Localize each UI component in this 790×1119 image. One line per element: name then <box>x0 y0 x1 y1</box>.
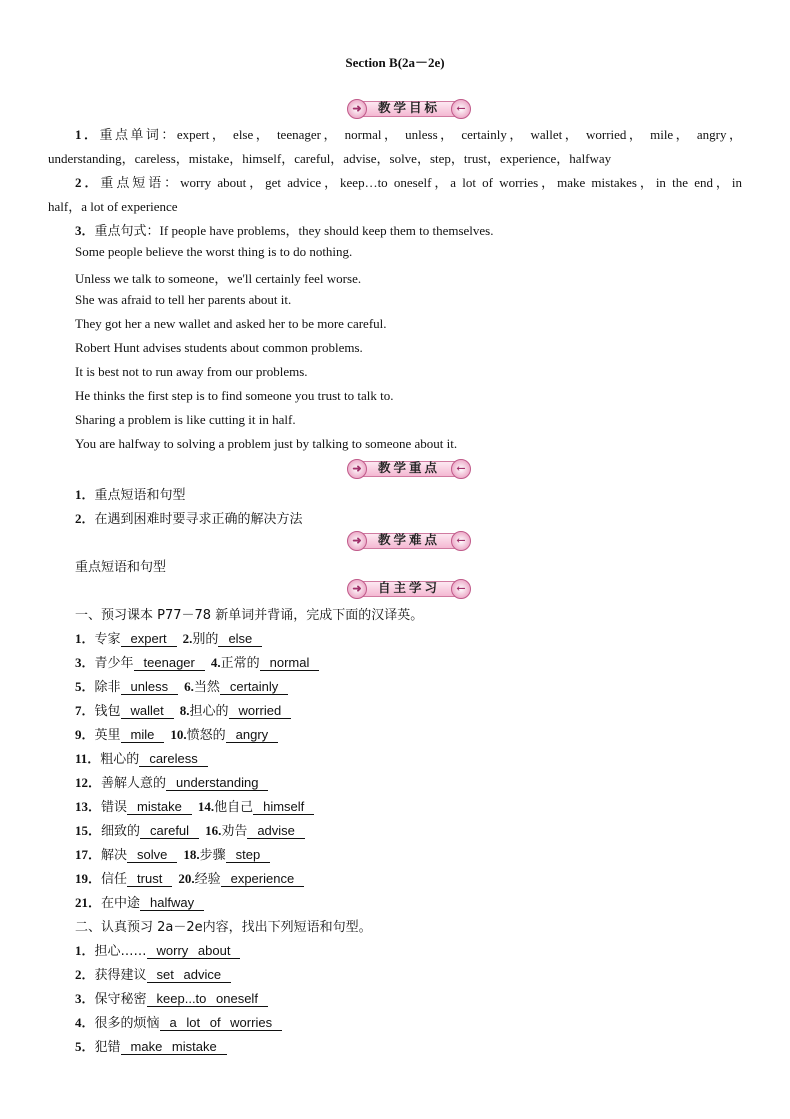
item-text: 在遇到困难时要寻求正确的解决方法 <box>94 512 303 527</box>
item-text: 重点短语和句型 <box>94 488 186 503</box>
key-point-item <box>75 508 303 527</box>
item-label: 重点单词： <box>99 128 177 143</box>
chinese-prompt: 错误 <box>101 800 128 815</box>
arrow-left-icon: ← <box>451 459 471 479</box>
chinese-prompt: 愤怒的 <box>186 728 226 743</box>
section-banner-objectives <box>347 99 471 117</box>
arrow-left-icon: ← <box>451 531 471 551</box>
item-number: 5． <box>75 679 95 694</box>
answer-blank: angry <box>226 727 279 743</box>
chinese-prompt: 善解人意的 <box>101 776 167 791</box>
chinese-prompt: 解决 <box>101 848 128 863</box>
item-number: 15． <box>75 823 102 838</box>
answer-blank: keep...to oneself <box>147 991 268 1007</box>
item-number: 3． <box>75 991 95 1006</box>
chinese-prompt: 经验 <box>194 872 221 887</box>
banner-label: 教学难点 <box>377 532 440 547</box>
item-number: 11． <box>75 751 101 766</box>
answer-blank: experience <box>221 871 305 887</box>
answer-blank: worry about <box>147 943 241 959</box>
chinese-prompt: 青少年 <box>94 656 134 671</box>
key-sentence: She was afraid to tell her parents about it. <box>75 292 292 307</box>
key-sentence: They got her a new wallet and asked her to be more careful. <box>75 316 387 331</box>
phrase-row <box>75 1012 282 1031</box>
item-number: 3． <box>75 655 95 670</box>
chinese-prompt: 信任 <box>101 872 128 887</box>
item-number: 8. <box>179 703 190 718</box>
answer-blank: understanding <box>166 775 268 791</box>
vocab-row <box>75 652 319 671</box>
answer-blank: normal <box>260 655 320 671</box>
item-number: 1． <box>75 487 95 502</box>
objective-3-line-1 <box>75 220 493 239</box>
section-banner-self-study <box>347 579 471 597</box>
item-number: 17． <box>75 847 102 862</box>
item-number: 16. <box>205 823 222 838</box>
chinese-prompt: 获得建议 <box>94 968 147 983</box>
key-sentence: Sharing a problem is like cutting it in half. <box>75 412 296 427</box>
arrow-right-icon: ➜ <box>347 531 367 551</box>
answer-blank: a lot of worries <box>160 1015 283 1031</box>
item-number: 10. <box>170 727 187 742</box>
part-2-heading: 二、认真预习 2a－2e内容，找出下列短语和句型。 <box>75 920 372 935</box>
item-number: 14. <box>197 799 215 814</box>
chinese-prompt: 担心的 <box>189 704 229 719</box>
answer-blank: expert <box>121 631 177 647</box>
answer-blank: mistake <box>127 799 192 815</box>
phrase-row <box>75 964 231 983</box>
vocab-row <box>75 844 270 863</box>
item-number: 9． <box>75 727 95 742</box>
chinese-prompt: 除非 <box>94 680 121 695</box>
item-number: 13． <box>75 799 102 814</box>
item-number: 2． <box>75 175 101 190</box>
phrase-row <box>75 940 240 959</box>
banner-label: 自主学习 <box>377 580 440 595</box>
chinese-prompt: 犯错 <box>94 1040 121 1055</box>
section-banner-key-points <box>347 459 471 477</box>
item-number: 2. <box>182 631 193 646</box>
key-sentence: Robert Hunt advises students about common problems. <box>75 340 363 355</box>
item-number: 12． <box>75 775 102 790</box>
item-number: 4. <box>210 655 221 670</box>
phrase-row <box>75 988 268 1007</box>
item-number: 2． <box>75 967 95 982</box>
answer-blank: else <box>218 631 262 647</box>
vocab-row <box>75 772 268 791</box>
chinese-prompt: 在中途 <box>101 896 141 911</box>
arrow-right-icon: ➜ <box>347 99 367 119</box>
item-text: If people have problems，they should keep them to themselves. <box>159 223 494 238</box>
chinese-prompt: 劝告 <box>221 824 248 839</box>
chinese-prompt: 专家 <box>94 632 121 647</box>
item-label: 重点句式： <box>94 224 160 239</box>
item-number: 21． <box>75 895 102 910</box>
answer-blank: worried <box>229 703 292 719</box>
answer-blank: step <box>226 847 271 863</box>
chinese-prompt: 钱包 <box>94 704 121 719</box>
section-banner-difficulties <box>347 531 471 549</box>
arrow-right-icon: ➜ <box>347 579 367 599</box>
item-number: 1． <box>75 631 95 646</box>
answer-blank: trust <box>127 871 172 887</box>
item-text: worry about，get advice，keep…to oneself，a lot of worries，make mistakes，in the end，in <box>180 175 742 190</box>
answer-blank: careless <box>139 751 207 767</box>
item-number: 4． <box>75 1015 95 1030</box>
item-number: 1． <box>75 127 100 142</box>
chinese-prompt: 细致的 <box>101 824 141 839</box>
answer-blank: teenager <box>134 655 205 671</box>
answer-blank: halfway <box>140 895 204 911</box>
vocab-row <box>75 700 291 719</box>
difficulty-text: 重点短语和句型 <box>75 560 167 575</box>
vocab-row <box>75 676 288 695</box>
answer-blank: solve <box>127 847 177 863</box>
item-number: 20. <box>178 871 195 886</box>
answer-blank: himself <box>253 799 314 815</box>
item-number: 7． <box>75 703 95 718</box>
item-number: 6. <box>184 679 194 694</box>
chinese-prompt: 别的 <box>192 632 219 647</box>
chinese-prompt: 正常的 <box>220 656 260 671</box>
item-number: 2． <box>75 511 95 526</box>
chinese-prompt: 保守秘密 <box>94 992 147 1007</box>
chinese-prompt: 很多的烦恼 <box>94 1016 160 1031</box>
chinese-prompt: 他自己 <box>214 800 254 815</box>
key-sentence: Some people believe the worst thing is to do nothing. <box>75 244 353 259</box>
objective-2-line-1 <box>48 172 742 191</box>
key-sentence: He thinks the first step is to find someone you trust to talk to. <box>75 388 394 403</box>
item-number: 18. <box>183 847 200 862</box>
answer-blank: advise <box>247 823 305 839</box>
answer-blank: careful <box>140 823 199 839</box>
objective-1-line-1 <box>48 124 742 143</box>
key-point-item <box>75 484 186 503</box>
key-sentence: It is best not to run away from our problems. <box>75 364 308 379</box>
answer-blank: unless <box>121 679 179 695</box>
banner-label: 教学重点 <box>377 460 440 475</box>
arrow-right-icon: ➜ <box>347 459 367 479</box>
item-number: 5． <box>75 1039 95 1054</box>
banner-label: 教学目标 <box>377 100 440 115</box>
part-1-heading: 一、预习课本 P77－78 新单词并背诵，完成下面的汉译英。 <box>75 608 424 623</box>
chinese-prompt: 步骤 <box>199 848 226 863</box>
chinese-prompt: 当然 <box>193 680 220 695</box>
objective-2-line-2: half，a lot of experience <box>48 199 178 214</box>
answer-blank: set advice <box>147 967 232 983</box>
key-sentence: Unless we talk to someone，we'll certainly feel worse. <box>75 271 362 286</box>
page-title: Section B(2a－2e) <box>345 55 445 70</box>
item-text: expert， else， teenager， normal， unless， certainly， wallet， worried， mile， angry， <box>176 127 742 142</box>
chinese-prompt: 粗心的 <box>100 752 140 767</box>
item-number: 3． <box>75 223 95 238</box>
answer-blank: wallet <box>121 703 174 719</box>
vocab-row <box>75 724 278 743</box>
answer-blank: certainly <box>220 679 288 695</box>
vocab-row <box>75 748 208 767</box>
arrow-left-icon: ← <box>451 99 471 119</box>
item-label: 重点短语： <box>100 176 181 191</box>
vocab-row <box>75 892 204 911</box>
chinese-prompt: 担心…… <box>94 944 147 959</box>
key-sentence: You are halfway to solving a problem just by talking to someone about it. <box>75 436 458 451</box>
vocab-row <box>75 820 305 839</box>
answer-blank: mile <box>121 727 165 743</box>
chinese-prompt: 英里 <box>94 728 121 743</box>
vocab-row <box>75 868 304 887</box>
objective-1-line-2: understanding，careless，mistake，himself，careful，advise，solve，step，trust，experience，halfway <box>48 151 612 166</box>
phrase-row <box>75 1036 227 1055</box>
item-number: 1． <box>75 943 95 958</box>
vocab-row <box>75 796 314 815</box>
arrow-left-icon: ← <box>451 579 471 599</box>
item-number: 19． <box>75 871 102 886</box>
vocab-row <box>75 628 262 647</box>
answer-blank: make mistake <box>121 1039 227 1055</box>
